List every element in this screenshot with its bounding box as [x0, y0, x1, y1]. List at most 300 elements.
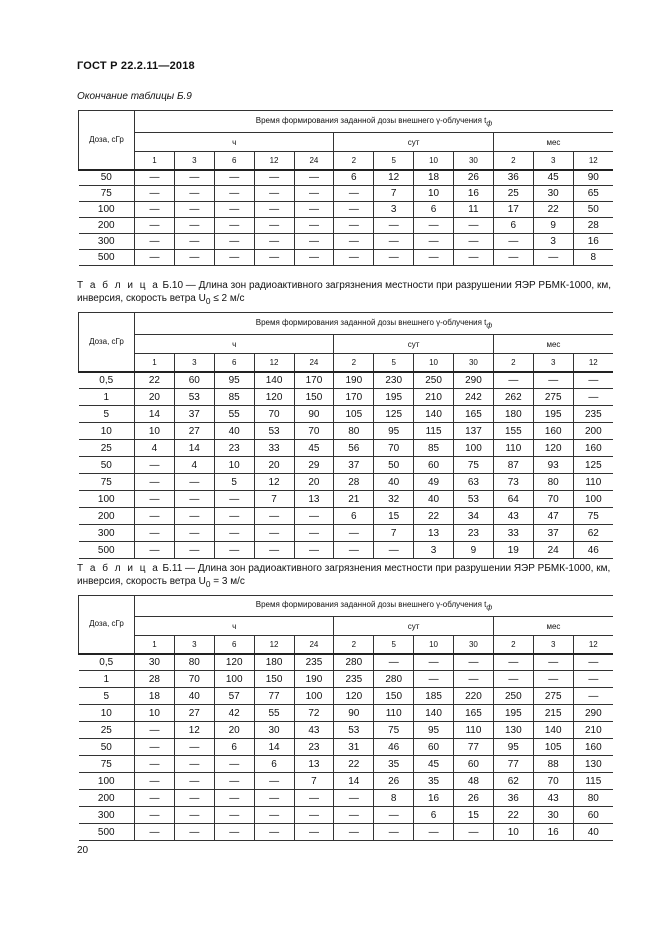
page-number: 20 — [77, 845, 89, 856]
period-header: 2 — [493, 636, 533, 654]
value-cell: 110 — [374, 705, 414, 722]
value-cell: 155 — [493, 423, 533, 440]
value-cell: — — [135, 202, 175, 218]
table-row — [79, 372, 614, 389]
time-header-subscript: ф — [486, 604, 493, 612]
period-header: 10 — [414, 152, 454, 170]
value-cell: 105 — [334, 406, 374, 423]
value-cell: 262 — [493, 389, 533, 406]
value-cell: 55 — [254, 705, 294, 722]
value-cell: 6 — [414, 807, 454, 824]
caption-subscript: 0 — [205, 296, 211, 306]
value-cell: 75 — [454, 457, 494, 474]
period-header: 1 — [135, 152, 175, 170]
value-cell: 120 — [214, 654, 254, 671]
value-cell: 7 — [374, 525, 414, 542]
value-cell: 35 — [374, 756, 414, 773]
value-cell: — — [174, 807, 214, 824]
document-header: ГОСТ Р 22.2.11—2018 — [77, 60, 195, 72]
period-header: 1 — [135, 354, 175, 372]
value-cell: 235 — [334, 671, 374, 688]
value-cell: 3 — [414, 542, 454, 559]
value-cell: 40 — [174, 688, 214, 705]
value-cell: 22 — [135, 372, 175, 389]
value-cell: — — [214, 218, 254, 234]
value-cell: — — [214, 542, 254, 559]
dose-cell: 25 — [79, 440, 135, 457]
table-row — [79, 705, 614, 722]
value-cell: 20 — [214, 722, 254, 739]
value-cell: 53 — [454, 491, 494, 508]
value-cell: — — [294, 218, 334, 234]
dose-cell: 50 — [79, 170, 135, 186]
value-cell: 87 — [493, 457, 533, 474]
value-cell: 190 — [294, 671, 334, 688]
value-cell: 60 — [174, 372, 214, 389]
value-cell: 12 — [174, 722, 214, 739]
caption-text: Б.11 — Длина зон радиоактивного загрязнения местности при разрушении ЯЭР РБМК-1000, км, инверсия, скорость ветра U — [77, 563, 611, 587]
value-cell: 110 — [454, 722, 494, 739]
value-cell: — — [493, 250, 533, 266]
period-header: 30 — [454, 636, 494, 654]
value-cell: 37 — [533, 525, 573, 542]
value-cell: — — [135, 824, 175, 841]
value-cell: — — [174, 250, 214, 266]
value-cell: 36 — [493, 170, 533, 186]
table-row — [79, 250, 614, 266]
value-cell: — — [334, 790, 374, 807]
header-row — [79, 313, 614, 335]
value-cell: 180 — [254, 654, 294, 671]
value-cell: — — [414, 671, 454, 688]
value-cell: 70 — [294, 423, 334, 440]
unit-row — [79, 335, 614, 354]
table-row — [79, 457, 614, 474]
value-cell: 24 — [533, 542, 573, 559]
value-cell: 140 — [254, 372, 294, 389]
value-cell: — — [294, 824, 334, 841]
time-header-text: Время формирования заданной дозы внешнего γ-облучения t — [255, 600, 487, 610]
value-cell: — — [214, 773, 254, 790]
value-cell: — — [174, 474, 214, 491]
value-cell: 28 — [135, 671, 175, 688]
value-cell: — — [334, 542, 374, 559]
value-cell: 16 — [533, 824, 573, 841]
value-cell: 275 — [533, 389, 573, 406]
value-cell: 100 — [294, 688, 334, 705]
unit-header: ч — [135, 617, 334, 636]
value-cell: 6 — [334, 170, 374, 186]
value-cell: — — [214, 807, 254, 824]
value-cell: 25 — [493, 186, 533, 202]
value-cell: 14 — [135, 406, 175, 423]
value-cell: 160 — [573, 440, 613, 457]
dose-cell: 500 — [79, 542, 135, 559]
table-row — [79, 508, 614, 525]
value-cell: — — [414, 824, 454, 841]
value-cell: — — [454, 218, 494, 234]
table-row — [79, 186, 614, 202]
unit-header: сут — [334, 133, 494, 152]
value-cell: 120 — [334, 688, 374, 705]
table-row — [79, 491, 614, 508]
value-cell: 75 — [374, 722, 414, 739]
caption-label: Т а б л и ц а — [77, 563, 160, 574]
value-cell: 14 — [174, 440, 214, 457]
value-cell: 26 — [454, 170, 494, 186]
period-header: 12 — [254, 354, 294, 372]
value-cell: 70 — [174, 671, 214, 688]
value-cell: 77 — [254, 688, 294, 705]
caption-subscript: 0 — [205, 579, 211, 589]
period-header: 1 — [135, 636, 175, 654]
value-cell: — — [174, 491, 214, 508]
value-cell: 33 — [493, 525, 533, 542]
value-cell: — — [135, 773, 175, 790]
value-cell: 4 — [174, 457, 214, 474]
value-cell: 7 — [294, 773, 334, 790]
value-cell: 6 — [414, 202, 454, 218]
period-header: 5 — [374, 636, 414, 654]
table-row — [79, 218, 614, 234]
period-header: 2 — [493, 354, 533, 372]
value-cell: — — [174, 170, 214, 186]
period-header: 3 — [174, 636, 214, 654]
value-cell: — — [135, 542, 175, 559]
value-cell: 10 — [135, 705, 175, 722]
table-b11-caption — [77, 562, 617, 591]
period-header: 3 — [533, 354, 573, 372]
value-cell: 250 — [493, 688, 533, 705]
value-cell: 93 — [533, 457, 573, 474]
caption-tail: ≤ 2 м/с — [210, 293, 245, 304]
value-cell: — — [374, 807, 414, 824]
value-cell: — — [334, 824, 374, 841]
unit-header: ч — [135, 133, 334, 152]
value-cell: — — [294, 170, 334, 186]
value-cell: 150 — [294, 389, 334, 406]
value-cell: 88 — [533, 756, 573, 773]
value-cell: 27 — [174, 705, 214, 722]
value-cell: 16 — [414, 790, 454, 807]
value-cell: — — [174, 525, 214, 542]
value-cell: — — [294, 525, 334, 542]
value-cell: 140 — [533, 722, 573, 739]
value-cell: 40 — [214, 423, 254, 440]
value-cell: — — [573, 671, 613, 688]
table-row — [79, 474, 614, 491]
value-cell: 29 — [294, 457, 334, 474]
table-b9-caption: Окончание таблицы Б.9 — [77, 91, 192, 102]
value-cell: 130 — [493, 722, 533, 739]
header-row — [79, 111, 614, 133]
value-cell: — — [294, 508, 334, 525]
value-cell: — — [174, 756, 214, 773]
value-cell: — — [254, 542, 294, 559]
value-cell: 28 — [573, 218, 613, 234]
value-cell: 65 — [573, 186, 613, 202]
value-cell: — — [174, 186, 214, 202]
value-cell: — — [135, 722, 175, 739]
value-cell: — — [254, 525, 294, 542]
dose-cell: 200 — [79, 508, 135, 525]
value-cell: — — [174, 824, 214, 841]
dose-cell: 5 — [79, 406, 135, 423]
table-row — [79, 440, 614, 457]
value-cell: 220 — [454, 688, 494, 705]
dose-cell: 75 — [79, 474, 135, 491]
dose-cell: 50 — [79, 739, 135, 756]
unit-header: мес — [493, 617, 613, 636]
value-cell: — — [254, 170, 294, 186]
value-cell: 90 — [573, 170, 613, 186]
value-cell: 50 — [573, 202, 613, 218]
value-cell: 18 — [135, 688, 175, 705]
value-cell: 40 — [573, 824, 613, 841]
value-cell: — — [374, 218, 414, 234]
value-cell: 20 — [135, 389, 175, 406]
value-cell: 16 — [573, 234, 613, 250]
time-header-subscript: ф — [486, 322, 493, 330]
unit-row — [79, 133, 614, 152]
value-cell: 32 — [374, 491, 414, 508]
value-cell: — — [573, 688, 613, 705]
value-cell: 280 — [374, 671, 414, 688]
value-cell: 275 — [533, 688, 573, 705]
value-cell: — — [214, 170, 254, 186]
value-cell: 40 — [374, 474, 414, 491]
value-cell: — — [374, 654, 414, 671]
value-cell: 56 — [334, 440, 374, 457]
value-cell: — — [493, 234, 533, 250]
value-cell: 60 — [454, 756, 494, 773]
value-cell: 100 — [214, 671, 254, 688]
value-cell: 22 — [334, 756, 374, 773]
value-cell: — — [294, 542, 334, 559]
value-cell: 3 — [533, 234, 573, 250]
value-cell: 80 — [334, 423, 374, 440]
value-cell: — — [573, 389, 613, 406]
table-row — [79, 756, 614, 773]
value-cell: — — [214, 234, 254, 250]
table-b10-caption — [77, 279, 617, 308]
value-cell: — — [294, 234, 334, 250]
table-row — [79, 406, 614, 423]
value-cell: — — [334, 202, 374, 218]
value-cell: 290 — [573, 705, 613, 722]
period-header: 12 — [254, 636, 294, 654]
value-cell: 137 — [454, 423, 494, 440]
value-cell: 242 — [454, 389, 494, 406]
value-cell: 6 — [214, 739, 254, 756]
value-cell: 42 — [214, 705, 254, 722]
value-cell: 43 — [493, 508, 533, 525]
value-cell: 13 — [294, 491, 334, 508]
value-cell: 95 — [214, 372, 254, 389]
value-cell: — — [334, 807, 374, 824]
value-cell: 40 — [414, 491, 454, 508]
caption-tail: = 3 м/с — [210, 576, 245, 587]
value-cell: — — [254, 202, 294, 218]
value-cell: — — [214, 824, 254, 841]
value-cell: 77 — [454, 739, 494, 756]
value-cell: — — [135, 170, 175, 186]
table-row — [79, 722, 614, 739]
value-cell: 170 — [294, 372, 334, 389]
value-cell: 85 — [414, 440, 454, 457]
value-cell: — — [135, 790, 175, 807]
value-cell: 62 — [573, 525, 613, 542]
period-header: 12 — [573, 354, 613, 372]
value-cell: 53 — [334, 722, 374, 739]
dose-header: Доза, сГр — [79, 596, 135, 654]
period-header: 12 — [573, 636, 613, 654]
value-cell: 7 — [254, 491, 294, 508]
table-row — [79, 773, 614, 790]
value-cell: 46 — [573, 542, 613, 559]
dose-cell: 1 — [79, 389, 135, 406]
value-cell: — — [135, 234, 175, 250]
value-cell: 45 — [414, 756, 454, 773]
value-cell: 20 — [294, 474, 334, 491]
unit-row — [79, 617, 614, 636]
value-cell: — — [374, 250, 414, 266]
table-row — [79, 739, 614, 756]
value-cell: 6 — [334, 508, 374, 525]
value-cell: 15 — [374, 508, 414, 525]
value-cell: 17 — [493, 202, 533, 218]
value-cell: — — [454, 234, 494, 250]
value-cell: 10 — [414, 186, 454, 202]
value-cell: — — [533, 250, 573, 266]
value-cell: 195 — [493, 705, 533, 722]
value-cell: 30 — [533, 807, 573, 824]
value-cell: 110 — [573, 474, 613, 491]
value-cell: 77 — [493, 756, 533, 773]
value-cell: 230 — [374, 372, 414, 389]
value-cell: — — [334, 525, 374, 542]
subheader-row — [79, 636, 614, 654]
period-header: 24 — [294, 636, 334, 654]
dose-cell: 50 — [79, 457, 135, 474]
period-header: 6 — [214, 152, 254, 170]
period-header: 5 — [374, 354, 414, 372]
value-cell: 250 — [414, 372, 454, 389]
time-header-text: Время формирования заданной дозы внешнего γ-облучения t — [255, 115, 487, 125]
period-header: 3 — [174, 354, 214, 372]
value-cell: — — [254, 790, 294, 807]
period-header: 2 — [334, 636, 374, 654]
dose-cell: 1 — [79, 671, 135, 688]
value-cell: — — [334, 250, 374, 266]
value-cell: 80 — [174, 654, 214, 671]
value-cell: 8 — [573, 250, 613, 266]
value-cell: — — [135, 739, 175, 756]
period-header: 12 — [254, 152, 294, 170]
period-header: 2 — [493, 152, 533, 170]
value-cell: 12 — [374, 170, 414, 186]
value-cell: 60 — [414, 739, 454, 756]
time-header-subscript: ф — [486, 120, 493, 128]
value-cell: 13 — [414, 525, 454, 542]
value-cell: 6 — [493, 218, 533, 234]
value-cell: 31 — [334, 739, 374, 756]
value-cell: 10 — [493, 824, 533, 841]
unit-header: мес — [493, 133, 613, 152]
value-cell: 95 — [374, 423, 414, 440]
value-cell: 165 — [454, 406, 494, 423]
value-cell: 7 — [374, 186, 414, 202]
value-cell: 70 — [374, 440, 414, 457]
value-cell: 70 — [533, 491, 573, 508]
value-cell: 140 — [414, 705, 454, 722]
value-cell: — — [214, 790, 254, 807]
value-cell: 30 — [135, 654, 175, 671]
value-cell: 22 — [493, 807, 533, 824]
value-cell: — — [214, 491, 254, 508]
value-cell: 49 — [414, 474, 454, 491]
value-cell: — — [573, 372, 613, 389]
value-cell: — — [214, 250, 254, 266]
period-header: 6 — [214, 354, 254, 372]
period-header: 10 — [414, 354, 454, 372]
value-cell: — — [135, 807, 175, 824]
value-cell: 64 — [493, 491, 533, 508]
value-cell: — — [135, 250, 175, 266]
value-cell: — — [414, 654, 454, 671]
value-cell: 20 — [254, 457, 294, 474]
value-cell: 85 — [214, 389, 254, 406]
dose-cell: 0,5 — [79, 372, 135, 389]
caption-label: Т а б л и ц а — [77, 280, 160, 291]
value-cell: — — [174, 790, 214, 807]
value-cell: — — [174, 234, 214, 250]
value-cell: 215 — [533, 705, 573, 722]
dose-cell: 300 — [79, 525, 135, 542]
value-cell: 43 — [533, 790, 573, 807]
period-header: 5 — [374, 152, 414, 170]
value-cell: 28 — [334, 474, 374, 491]
value-cell: 90 — [334, 705, 374, 722]
period-header: 3 — [533, 152, 573, 170]
value-cell: — — [493, 671, 533, 688]
dose-cell: 100 — [79, 202, 135, 218]
value-cell: — — [254, 250, 294, 266]
value-cell: 235 — [294, 654, 334, 671]
value-cell: — — [135, 218, 175, 234]
value-cell: 23 — [294, 739, 334, 756]
value-cell: 14 — [334, 773, 374, 790]
value-cell: — — [454, 824, 494, 841]
value-cell: — — [493, 372, 533, 389]
table-b10 — [78, 312, 613, 559]
value-cell: — — [214, 525, 254, 542]
value-cell: — — [454, 671, 494, 688]
value-cell: — — [174, 773, 214, 790]
value-cell: 16 — [454, 186, 494, 202]
value-cell: — — [454, 250, 494, 266]
value-cell: 8 — [374, 790, 414, 807]
value-cell: 22 — [414, 508, 454, 525]
period-header: 30 — [454, 354, 494, 372]
dose-cell: 200 — [79, 218, 135, 234]
value-cell: 5 — [214, 474, 254, 491]
table-row — [79, 654, 614, 671]
period-header: 10 — [414, 636, 454, 654]
value-cell: 62 — [493, 773, 533, 790]
value-cell: — — [135, 474, 175, 491]
value-cell: 70 — [254, 406, 294, 423]
